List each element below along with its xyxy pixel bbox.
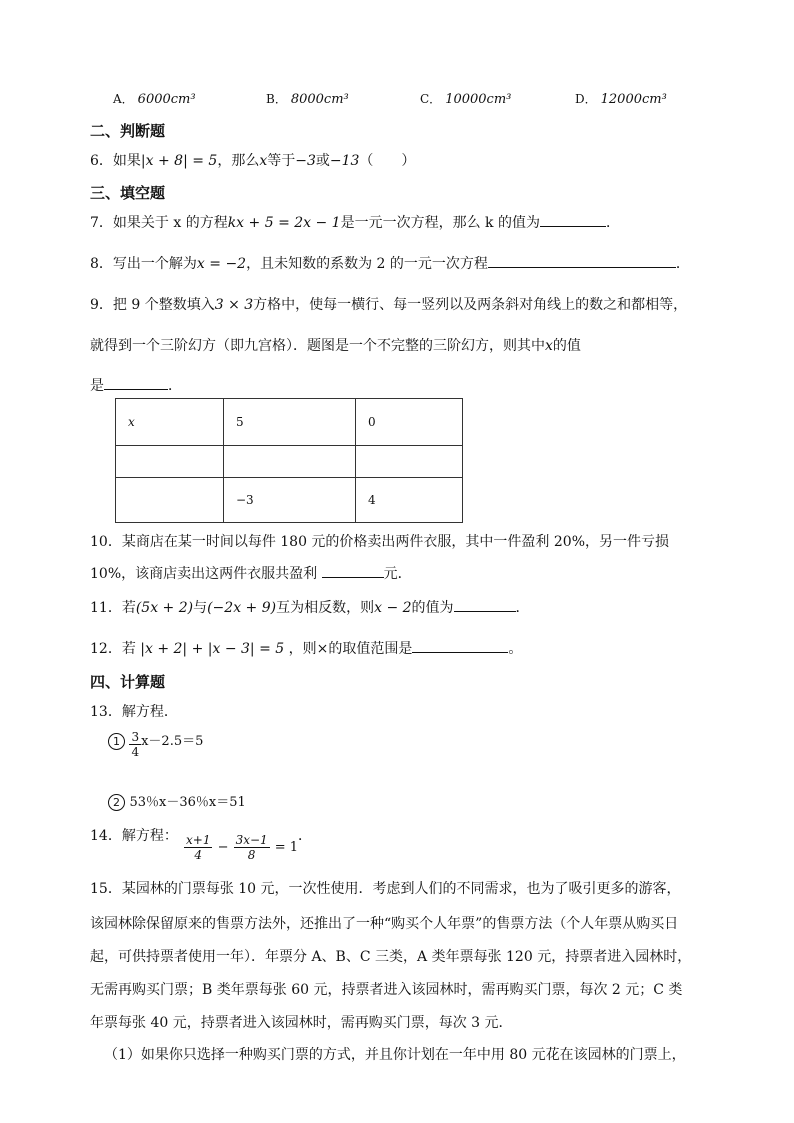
option-a bbox=[113, 88, 196, 107]
q10-answer-blank[interactable] bbox=[322, 563, 384, 578]
question-13-title: 13．解方程． bbox=[90, 704, 178, 720]
table-cell bbox=[356, 446, 463, 478]
question-13-part-1 bbox=[108, 730, 203, 759]
q14-minus: − bbox=[217, 840, 229, 855]
question-9-line-1 bbox=[90, 294, 687, 314]
q6-prefix: 6．如果 bbox=[90, 153, 141, 169]
question-15-line-5: 年票每张 40 元，持票者进入该园林时，需再购买门票，每次 3 元． bbox=[90, 1015, 513, 1031]
q13-part2-text: 53％x－36％x＝51 bbox=[129, 795, 246, 810]
q11-expr-2: (−2x + 9) bbox=[207, 600, 277, 616]
q7-equation: kx + 5 = 2x − 1 bbox=[227, 215, 341, 231]
q6-value-1: −3 bbox=[295, 153, 316, 169]
q14-equals: = 1 bbox=[274, 840, 299, 855]
section-title-judgement: 二、判断题 bbox=[90, 122, 166, 140]
q9-line2-suffix: 的值 bbox=[552, 338, 581, 354]
q11-prefix: 11．若 bbox=[90, 600, 136, 616]
q13-fraction-numerator: 3 bbox=[131, 730, 140, 744]
q14-fraction-1-denominator: 4 bbox=[194, 848, 203, 862]
question-10-line-2 bbox=[90, 563, 412, 583]
q13-part2-marker: 2 bbox=[108, 794, 125, 811]
q9-var: x bbox=[545, 338, 553, 354]
q6-var: x bbox=[259, 153, 268, 169]
question-6 bbox=[90, 150, 415, 170]
q14-end: ． bbox=[298, 828, 312, 844]
q9-answer-blank[interactable] bbox=[104, 375, 168, 390]
option-b bbox=[266, 88, 349, 107]
q14-fraction-1-numerator: x+1 bbox=[186, 833, 211, 847]
q9-line2-prefix: 就得到一个三阶幻方（即九宫格）．题图是一个不完整的三阶幻方，则其中 bbox=[90, 338, 545, 354]
question-13-part-2 bbox=[108, 791, 246, 811]
option-c bbox=[420, 88, 511, 107]
question-8 bbox=[90, 253, 690, 273]
q14-prefix: 14．解方程： bbox=[90, 828, 178, 844]
q6-equation: |x + 8| = 5 bbox=[140, 153, 218, 169]
q11-end: ． bbox=[515, 600, 530, 616]
table-row bbox=[116, 478, 463, 523]
section-title-fill-blank: 三、填空题 bbox=[90, 184, 166, 202]
q14-equation bbox=[184, 833, 298, 862]
question-12 bbox=[90, 638, 522, 658]
option-d-value: 12000cm³ bbox=[600, 92, 667, 107]
q14-fraction-2-numerator: 3x−1 bbox=[235, 833, 268, 847]
q7-answer-blank[interactable] bbox=[540, 212, 606, 227]
question-11 bbox=[90, 597, 530, 617]
q13-part1-marker: 1 bbox=[108, 733, 125, 750]
q11-suffix: 的值为 bbox=[411, 600, 454, 616]
q12-equation: |x + 2| + |x − 3| = 5 bbox=[140, 641, 285, 657]
q13-fraction-denominator: 4 bbox=[131, 745, 140, 759]
q8-answer-blank[interactable] bbox=[488, 253, 676, 268]
question-15-line-4: 无需再购买门票；B 类年票每张 60 元，持票者进入该园林时，需再购买门票，每次 2 元；C 类 bbox=[90, 982, 683, 998]
q14-fraction-2 bbox=[234, 833, 270, 862]
option-a-letter: A． bbox=[113, 92, 134, 106]
table-cell: −3 bbox=[224, 478, 356, 523]
table-cell bbox=[224, 446, 356, 478]
question-9-line-2 bbox=[90, 335, 581, 355]
option-b-letter: B． bbox=[266, 92, 287, 106]
table-cell: 4 bbox=[356, 478, 463, 523]
q11-answer-blank[interactable] bbox=[454, 597, 516, 612]
q8-prefix: 8．写出一个解为 bbox=[90, 256, 197, 272]
q8-equation: x = −2 bbox=[196, 256, 247, 272]
table-cell: 5 bbox=[224, 399, 356, 446]
option-c-value: 10000cm³ bbox=[445, 92, 512, 107]
q14-fraction-2-denominator: 8 bbox=[247, 848, 256, 862]
q9-line1-prefix: 9．把 9 个整数填入 bbox=[90, 297, 215, 313]
q9-line3-prefix: 是 bbox=[90, 378, 104, 394]
q9-grid: 3 × 3 bbox=[214, 297, 254, 313]
option-a-value: 6000cm³ bbox=[137, 92, 196, 107]
q10-line2-suffix: 元． bbox=[383, 566, 412, 582]
q9-line1-suffix: 方格中，使每一横行、每一竖列以及两条斜对角线上的数之和都相等， bbox=[253, 297, 688, 313]
q14-fraction-1 bbox=[184, 833, 212, 862]
option-c-letter: C． bbox=[420, 92, 442, 106]
q9-end: ． bbox=[168, 378, 182, 394]
table-cell: 0 bbox=[356, 399, 463, 446]
table-cell bbox=[116, 478, 224, 523]
q12-end: 。 bbox=[508, 641, 523, 657]
question-14 bbox=[90, 825, 178, 845]
question-7 bbox=[90, 212, 620, 232]
q12-prefix: 12．若 bbox=[90, 641, 141, 657]
question-10-line-1: 10．某商店在某一时间以每件 180 元的价格卖出两件衣服，其中一件盈利 20%，另一件亏损 bbox=[90, 534, 670, 550]
q6-mid: ，那么 bbox=[217, 153, 260, 169]
table-cell: x bbox=[116, 399, 224, 446]
q11-expr-1: (5x + 2) bbox=[135, 600, 194, 616]
q10-line2-prefix: 10%，该商店卖出这两件衣服共盈利 bbox=[90, 566, 322, 582]
q12-answer-blank[interactable] bbox=[412, 638, 508, 653]
option-b-value: 8000cm³ bbox=[290, 92, 349, 107]
q11-mid2: 互为相反数，则 bbox=[276, 600, 375, 616]
q6-mid2: 等于 bbox=[267, 153, 296, 169]
q8-end: ． bbox=[675, 256, 690, 272]
q7-suffix: 是一元一次方程，那么 k 的值为 bbox=[340, 215, 540, 231]
q13-part1-rest: x－2.5＝5 bbox=[141, 734, 204, 749]
option-d bbox=[575, 88, 667, 107]
question-15-part-1: （1）如果你只选择一种购买门票的方式，并且你计划在一年中用 80 元花在该园林的门票上， bbox=[104, 1047, 686, 1063]
table-row bbox=[116, 446, 463, 478]
q6-answer-paren: （ ） bbox=[359, 153, 416, 169]
question-15-line-2: 该园林除保留原来的售票方法外，还推出了一种“购买个人年票”的售票方法（个人年票从购买日 bbox=[90, 916, 679, 932]
table-cell bbox=[116, 446, 224, 478]
q6-value-2: −13 bbox=[329, 153, 360, 169]
section-title-calculation: 四、计算题 bbox=[90, 673, 166, 691]
question-15-line-3: 起，可供持票者使用一年）．年票分 A、B、C 三类，A 类年票每张 120 元，持票者进入园林时， bbox=[90, 949, 692, 965]
q7-end: ． bbox=[605, 215, 620, 231]
q7-prefix: 7．如果关于 x 的方程 bbox=[90, 215, 228, 231]
magic-square-table bbox=[115, 398, 463, 523]
q6-or: 或 bbox=[315, 153, 330, 169]
q12-mid: ，则×的取值范围是 bbox=[284, 641, 413, 657]
option-d-letter: D． bbox=[575, 92, 597, 106]
q11-expr-3: x − 2 bbox=[374, 600, 412, 616]
table-row bbox=[116, 399, 463, 446]
q8-suffix: ，且未知数的系数为 2 的一元一次方程 bbox=[246, 256, 488, 272]
question-15-line-1: 15．某园林的门票每张 10 元，一次性使用．考虑到人们的不同需求，也为了吸引更多的游客， bbox=[90, 881, 681, 897]
q13-part1-fraction bbox=[129, 730, 141, 759]
q11-mid: 与 bbox=[193, 600, 208, 616]
question-9-line-3 bbox=[90, 375, 182, 395]
